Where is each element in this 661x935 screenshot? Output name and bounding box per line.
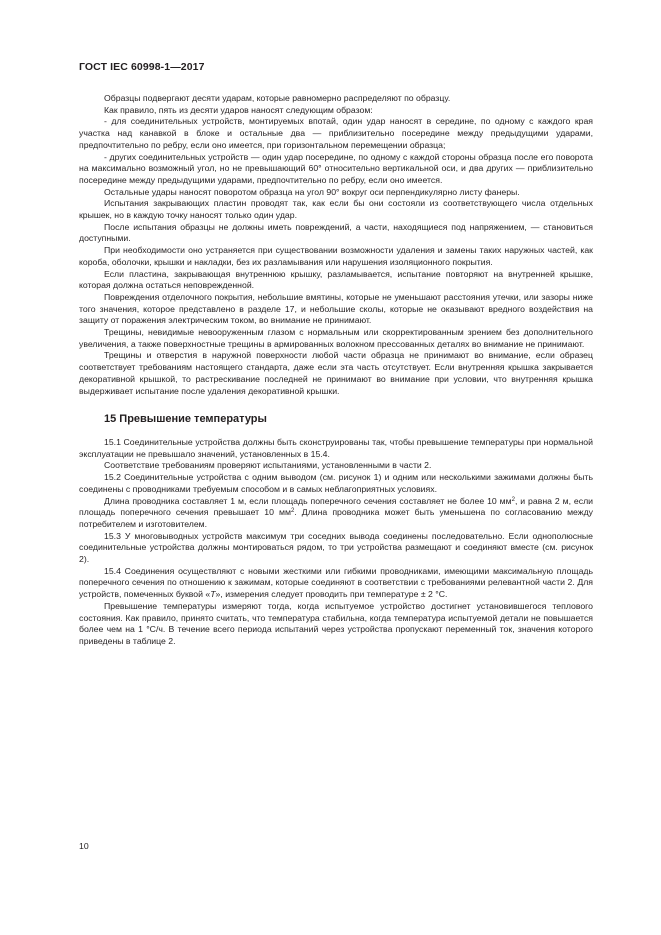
paragraph: При необходимости оно устраняется при существовании возможности удаления и замены таких наружных частей, как короба, оболочки, крышки и накладки, без их разламывания или нарушения изоляционного покрытия. xyxy=(79,245,593,267)
paragraph: Повреждения отделочного покрытия, небольшие вмятины, которые не уменьшают расстояния утечки, или зазоры ниже того значения, которое представлено в разделе 17, и небольшие сколы, которые не оказывают вредного воздействия на защиту от поражения электрическим током, во внимание не принимают. xyxy=(79,291,593,326)
text-run: », измерения следует проводить при температуре ± 2 °С. xyxy=(215,589,448,600)
text-run: 15.4 Соединения осуществляют с новыми жесткими или гибкими проводниками, имеющими максимальную площадь поперечного сечения по отношению к зажимам, которые соединяют в соответствии с требованиями релевантной части 2. Для устройств, помеченных буквой « xyxy=(79,565,593,600)
paragraph: Образцы подвергают десяти ударам, которые равномерно распределяют по образцу. xyxy=(104,93,451,103)
conductor-length-paragraph xyxy=(79,496,593,531)
superscript: 2 xyxy=(290,508,295,515)
superscript: 2 xyxy=(511,496,515,503)
clause-15-2: 15.2 Соединительные устройства с одним выводом (см. рисунок 1) и одним или несколькими зажимами должны быть соединены с проводниками требуемым способом и в самых неблагоприятных условиях. xyxy=(79,472,593,494)
paragraph: Трещины и отверстия в наружной поверхности любой части образца не принимают во внимание, если образец соответствует требованиям настоящего стандарта, даже если эта часть отсутствует. Если внутренняя крышка закрывается декоративной крышкой, то растрескивание последней не принимают во внимание при условии, что внутренняя крышка выдерживает испытание после удаления декоративной крышки. xyxy=(79,350,593,396)
standard-designation: ГОСТ IEC 60998-1—2017 xyxy=(79,61,205,73)
section-heading: 15 Превышение температуры xyxy=(104,413,267,426)
italic-letter: Т xyxy=(210,589,216,600)
paragraph: Остальные удары наносят поворотом образца на угол 90° вокруг оси перпендикулярно листу фанеры. xyxy=(104,186,520,197)
paragraph: Превышение температуры измеряют тогда, когда испытуемое устройство достигнет установившегося теплового состояния. Как правило, принято считать, что температура стабильна, когда температура испытуемой детали не повышается более чем на 1 °С/ч. В течение всего периода испытаний через устройства пропускают переменный ток, значения которого приведены в таблице 2. xyxy=(79,600,593,646)
page-number: 10 xyxy=(79,841,89,851)
text-run: , и равна 2 м, если площадь поперечного сечения превышает 10 мм xyxy=(79,495,593,518)
text-run: Длина проводника составляет 1 м, если площадь поперечного сечения составляет не более 10 мм xyxy=(104,495,512,506)
paragraph: Как правило, пять из десяти ударов наносят следующим образом: xyxy=(104,104,373,115)
list-item: - других соединительных устройств — один удар посередине, по одному с каждой стороны образца после его поворота на максимально возможный угол, но не превышающий 60° относительно вертикальной оси, и два других — приблизительно посередине между предыдущими ударами, предпочтительно по ребру, если оно имеется. xyxy=(79,151,593,185)
paragraph: Если пластина, закрывающая внутреннюю крышку, разламывается, испытание повторяют на внутренней крышке, которая должна остаться неповрежденной. xyxy=(79,268,593,291)
paragraph: Трещины, невидимые невооруженным глазом с нормальным или скорректированным зрением без дополнительного увеличения, а также поверхностные трещины в армированных волокном прессованных деталях во внимание не принимают. xyxy=(79,327,593,349)
paragraph: Соответствие требованиям проверяют испытаниями, установленными в части 2. xyxy=(104,460,432,471)
paragraph: Испытания закрывающих пластин проводят так, как если бы они состояли из соответствующего числа отдельных крышек, но в каждую точку наносят только один удар. xyxy=(79,198,593,221)
paragraph: После испытания образцы не должны иметь повреждений, а части, находящиеся под напряжением, — становиться доступными. xyxy=(79,221,593,244)
text-run: . Длина проводника может быть уменьшена по согласованию между потребителем и изготовителем. xyxy=(79,507,593,529)
clause-15-3: 15.3 У многовыводных устройств максимум три соседних вывода соединены последовательно. Если однополюсные соединительные устройства должны монтироваться рядом, то три устройства размещают и соединяют вместе (см. рисунок 2). xyxy=(79,530,593,565)
clause-15-1: 15.1 Соединительные устройства должны быть сконструированы так, чтобы превышение температуры при нормальной эксплуатации не превышало значений, установленных в 15.4. xyxy=(79,436,593,459)
list-item: - для соединительных устройств, монтируемых впотай, один удар наносят в середине, по одному с каждого края участка над канавкой в блоке и остальные два — приблизительно посередине между предыдущими ударами, предпочтительно по ребру, если оно имеется, при горизонтальном перемещении образца; xyxy=(79,116,593,150)
body-text xyxy=(79,93,593,648)
clause-15-4 xyxy=(79,566,593,601)
